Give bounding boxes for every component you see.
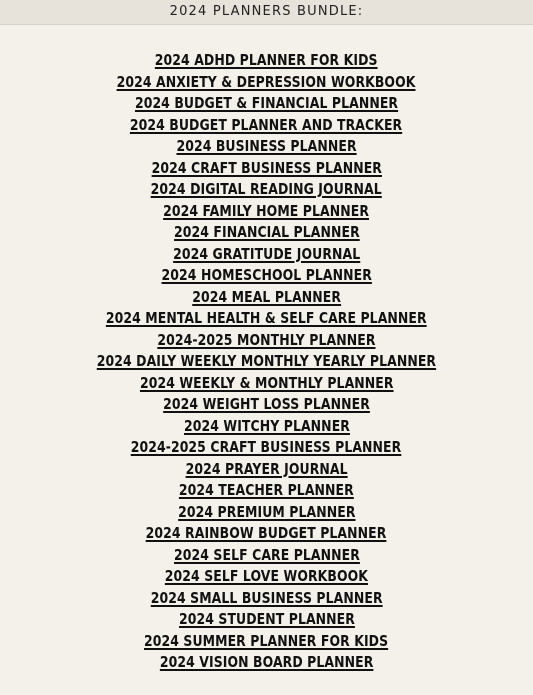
list-item[interactable] bbox=[0, 436, 533, 458]
list-item[interactable] bbox=[0, 135, 533, 157]
list-item[interactable] bbox=[0, 608, 533, 630]
list-item[interactable] bbox=[0, 651, 533, 673]
list-item[interactable] bbox=[0, 221, 533, 243]
list-item-label: 2024 STUDENT PLANNER bbox=[178, 610, 355, 628]
list-item-label: 2024 FAMILY HOME PLANNER bbox=[163, 201, 370, 220]
list-item-label: 2024 SELF LOVE WORKBOOK bbox=[164, 567, 369, 585]
list-item-label: 2024 BUSINESS PLANNER bbox=[176, 137, 357, 155]
list-item-label: 2024 FINANCIAL PLANNER bbox=[173, 223, 360, 241]
list-item[interactable] bbox=[0, 92, 533, 114]
list-item-label: 2024 ADHD PLANNER FOR KIDS bbox=[155, 51, 378, 69]
list-item[interactable] bbox=[0, 178, 533, 200]
list-item-label: 2024 SMALL BUSINESS PLANNER bbox=[150, 588, 383, 607]
list-item-label: 2024 CRAFT BUSINESS PLANNER bbox=[151, 158, 382, 177]
list-item-label: 2024 HOMESCHOOL PLANNER bbox=[161, 266, 372, 284]
list-item-label: 2024 SELF CARE PLANNER bbox=[173, 545, 360, 564]
list-item-label: 2024 ANXIETY & DEPRESSION WORKBOOK bbox=[117, 72, 416, 91]
list-item-label: 2024 VISION BOARD PLANNER bbox=[159, 653, 374, 671]
list-item[interactable] bbox=[0, 49, 533, 71]
list-item[interactable] bbox=[0, 522, 533, 544]
list-item[interactable] bbox=[0, 501, 533, 523]
header-bar bbox=[0, 0, 533, 25]
list-item-label: 2024 DIGITAL READING JOURNAL bbox=[150, 180, 383, 198]
planner-list bbox=[0, 49, 533, 673]
list-item[interactable] bbox=[0, 393, 533, 415]
list-item[interactable] bbox=[0, 372, 533, 394]
list-item-label: 2024 WEIGHT LOSS PLANNER bbox=[163, 395, 370, 413]
list-item-label: 2024 TEACHER PLANNER bbox=[179, 481, 354, 499]
list-item[interactable] bbox=[0, 200, 533, 222]
list-item[interactable] bbox=[0, 71, 533, 93]
list-item[interactable] bbox=[0, 544, 533, 566]
list-item[interactable] bbox=[0, 264, 533, 286]
list-item-label: 2024 DAILY WEEKLY MONTHLY YEARLY PLANNER bbox=[96, 352, 437, 370]
list-item[interactable] bbox=[0, 114, 533, 136]
list-item[interactable] bbox=[0, 286, 533, 308]
list-item-label: 2024 MENTAL HEALTH & SELF CARE PLANNER bbox=[106, 309, 427, 327]
list-item[interactable] bbox=[0, 243, 533, 265]
list-item-label: 2024 SUMMER PLANNER FOR KIDS bbox=[144, 631, 389, 650]
list-item-label: 2024-2025 CRAFT BUSINESS PLANNER bbox=[131, 438, 402, 456]
list-item[interactable] bbox=[0, 630, 533, 652]
list-item-label: 2024 GRATITUDE JOURNAL bbox=[172, 244, 361, 263]
list-item[interactable] bbox=[0, 565, 533, 587]
list-item[interactable] bbox=[0, 350, 533, 372]
list-item[interactable] bbox=[0, 157, 533, 179]
list-item-label: 2024 PREMIUM PLANNER bbox=[177, 502, 356, 521]
list-item-label: 2024 WEEKLY & MONTHLY PLANNER bbox=[139, 373, 394, 392]
list-item[interactable] bbox=[0, 458, 533, 480]
list-item-label: 2024 BUDGET & FINANCIAL PLANNER bbox=[134, 94, 399, 112]
list-item-label: 2024 MEAL PLANNER bbox=[192, 287, 341, 306]
list-item[interactable] bbox=[0, 415, 533, 437]
list-item-label: 2024 BUDGET PLANNER AND TRACKER bbox=[130, 115, 403, 134]
list-item[interactable] bbox=[0, 587, 533, 609]
list-item[interactable] bbox=[0, 329, 533, 351]
list-item-label: 2024 RAINBOW BUDGET PLANNER bbox=[146, 524, 387, 542]
list-item[interactable] bbox=[0, 479, 533, 501]
list-item[interactable] bbox=[0, 307, 533, 329]
list-item-label: 2024 PRAYER JOURNAL bbox=[185, 459, 348, 478]
list-item-label: 2024 WITCHY PLANNER bbox=[183, 416, 350, 435]
list-item-label: 2024-2025 MONTHLY PLANNER bbox=[157, 330, 376, 349]
page-title: 2024 PLANNERS BUNDLE: bbox=[169, 4, 364, 19]
